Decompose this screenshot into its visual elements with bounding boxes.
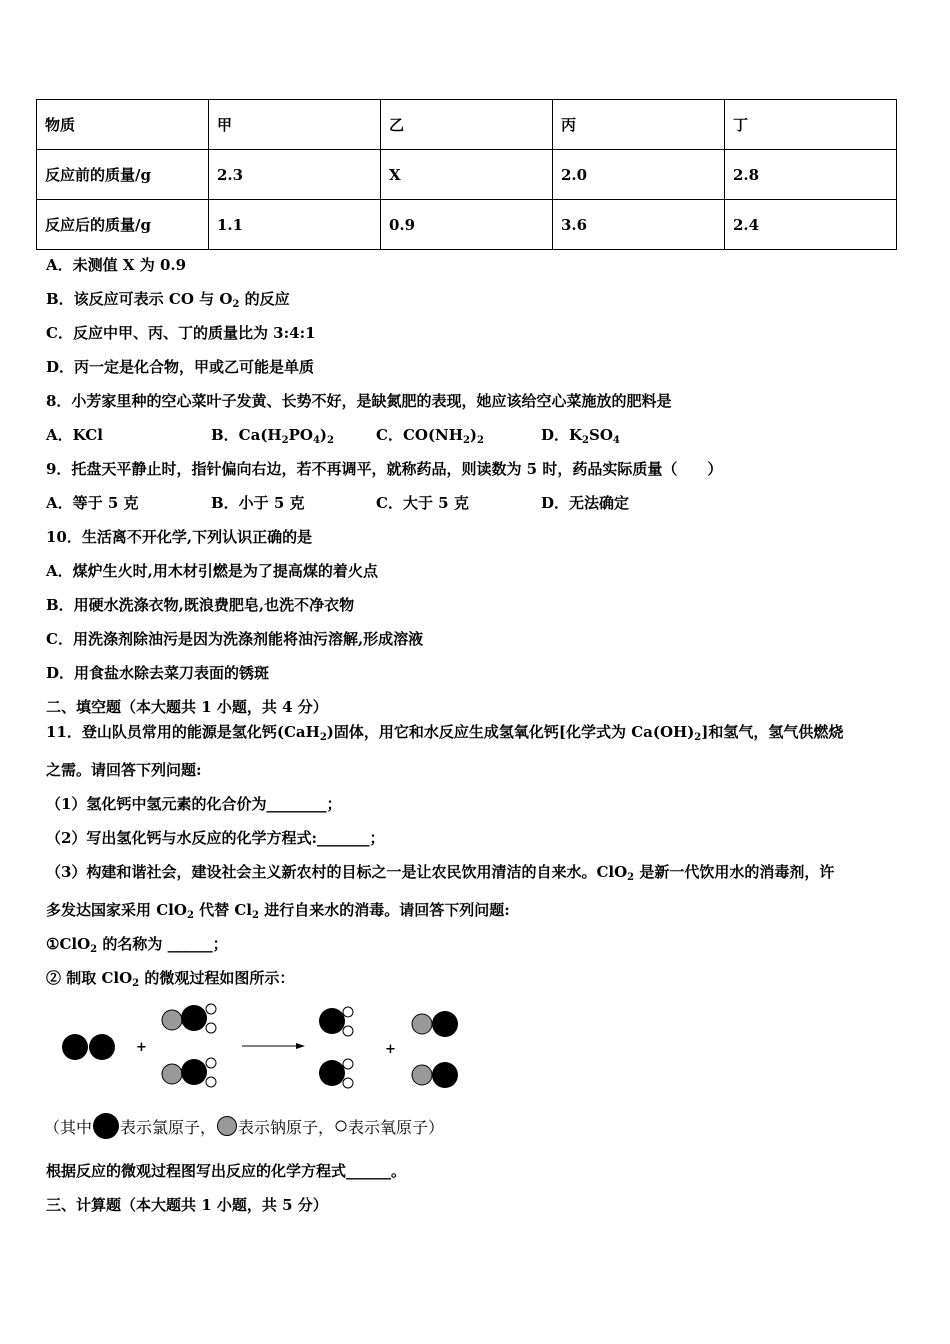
table-header-row <box>37 100 897 150</box>
sodium-chlorite-molecule <box>162 1004 216 1033</box>
subscript: 2 <box>232 299 240 310</box>
oxygen-atom <box>206 1004 216 1014</box>
table-cell: 乙 <box>381 100 553 150</box>
q11-part-1: （1）氢化钙中氢元素的化合价为________； <box>46 795 342 813</box>
q7-option-b <box>46 288 290 310</box>
subscript: 2 <box>252 910 259 921</box>
chlorine-atom <box>319 1008 345 1034</box>
text: )固体，用它和水反应生成氢氧化钙[化学式为 Ca(OH) <box>326 723 695 741</box>
subscript: 2 <box>627 872 635 883</box>
subscript: 2 <box>327 435 334 446</box>
subscript: 2 <box>477 435 484 446</box>
oxygen-atom <box>343 1026 353 1036</box>
text: （3）构建和谐社会，建设社会主义新农村的目标之一是让农民饮用清洁的自来水。ClO <box>46 863 628 881</box>
text: ①ClO <box>46 935 91 953</box>
subscript: 2 <box>319 732 327 743</box>
oxygen-atom <box>343 1078 353 1088</box>
table-cell: 2.0 <box>553 150 725 200</box>
text: B．该反应可表示 CO 与 O <box>46 290 233 308</box>
table-cell: 2.3 <box>209 150 381 200</box>
oxygen-atom-icon <box>334 1119 348 1133</box>
table-cell: 反应后的质量/g <box>37 200 209 250</box>
subscript: 2 <box>186 910 194 921</box>
chlorine-atom <box>89 1034 115 1060</box>
text: ② 制取 ClO <box>46 969 133 987</box>
q8-option-a: A．KCl <box>46 426 103 444</box>
q9-stem: 9．托盘天平静止时，指针偏向右边，若不再调平，就称药品，则读数为 5 时，药品实际质量（ ） <box>46 460 723 478</box>
table-cell: 2.8 <box>725 150 897 200</box>
q10-option-d: D．用食盐水除去菜刀表面的锈斑 <box>46 664 270 682</box>
oxygen-atom <box>206 1023 216 1033</box>
q11-stem-line1 <box>46 721 843 743</box>
text: ) <box>319 426 328 444</box>
q10-option-a: A．煤炉生火时,用木材引燃是为了提高煤的着火点 <box>46 562 378 580</box>
subscript: 2 <box>281 435 289 446</box>
chlorine-atom <box>432 1062 458 1088</box>
chlorine-atom <box>62 1034 88 1060</box>
text: ]和氢气，氢气供燃烧 <box>701 723 844 741</box>
q11-sub-question-1 <box>46 933 228 955</box>
text: C．CO(NH <box>376 426 463 444</box>
chlorine-atom-icon <box>92 1112 120 1140</box>
q9-options <box>46 492 629 513</box>
table-cell: 反应前的质量/g <box>37 150 209 200</box>
q8-option-d <box>541 424 620 446</box>
text: B．Ca(H <box>211 426 282 444</box>
table-cell: 2.4 <box>725 200 897 250</box>
text: 的反应 <box>239 290 290 308</box>
sodium-atom-icon <box>216 1115 238 1137</box>
q11-sub-question-2 <box>46 967 294 989</box>
chlorine-molecule <box>62 1034 115 1060</box>
mass-table <box>36 99 897 250</box>
text: 代替 Cl <box>193 901 252 919</box>
q11-part-3-line2 <box>46 899 510 921</box>
oxygen-atom <box>343 1059 353 1069</box>
table-row <box>37 200 897 250</box>
legend-text: 表示氧原子） <box>348 1117 445 1137</box>
legend-text: 表示氯原子， <box>120 1117 217 1137</box>
q8-stem: 8．小芳家里种的空心菜叶子发黄、长势不好，是缺氮肥的表现，她应该给空心菜施放的肥料是 <box>46 392 672 410</box>
q7-option-a: A．未测值 X 为 0.9 <box>46 256 187 274</box>
legend-text: 表示钠原子， <box>238 1117 335 1137</box>
table-cell: 物质 <box>37 100 209 150</box>
sodium-chloride-molecule <box>412 1062 458 1088</box>
chlorine-atom <box>319 1060 345 1086</box>
sodium-atom <box>412 1014 432 1034</box>
q10-stem: 10．生活离不开化学,下列认识正确的是 <box>46 528 313 546</box>
subscript: 4 <box>312 435 320 446</box>
section-2-heading: 二、填空题（本大题共 1 小题，共 4 分） <box>46 698 328 716</box>
subscript: 2 <box>462 435 470 446</box>
text: 进行自来水的消毒。请回答下列问题: <box>258 901 510 919</box>
q9-option-c: C．大于 5 克 <box>376 494 469 512</box>
q7-option-c: C．反应中甲、丙、丁的质量比为 3:4:1 <box>46 324 316 342</box>
table-cell: X <box>381 150 553 200</box>
text: ) <box>469 426 478 444</box>
table-cell: 丁 <box>725 100 897 150</box>
plus-sign: + <box>385 1042 396 1057</box>
plus-sign: + <box>136 1040 147 1055</box>
subscript: 4 <box>612 435 620 446</box>
table-cell: 0.9 <box>381 200 553 250</box>
section-3-heading: 三、计算题（本大题共 1 小题，共 5 分） <box>46 1196 328 1214</box>
q11-part-2: （2）写出氢化钙与水反应的化学方程式:_______； <box>46 829 385 847</box>
chlorine-atom <box>181 1005 207 1031</box>
subscript: 2 <box>694 732 702 743</box>
text: 的微观过程如图所示： <box>139 969 295 987</box>
text: D．K <box>541 426 583 444</box>
text: SO <box>589 426 613 444</box>
sodium-atom <box>162 1010 182 1030</box>
subscript: 2 <box>90 944 98 955</box>
reaction-diagram <box>55 997 475 1097</box>
sodium-chloride-molecule <box>412 1011 458 1037</box>
diagram-legend <box>44 1112 444 1140</box>
table-row <box>37 150 897 200</box>
oxygen-atom <box>343 1007 353 1017</box>
q11-part-3-line1 <box>46 861 834 883</box>
sodium-atom <box>162 1064 182 1084</box>
q8-options <box>46 424 620 446</box>
chlorine-atom <box>181 1059 207 1085</box>
q9-option-b: B．小于 5 克 <box>211 494 305 512</box>
chlorine-dioxide-molecule <box>319 1007 353 1036</box>
table-cell: 3.6 <box>553 200 725 250</box>
q11-final-question: 根据反应的微观过程图写出反应的化学方程式______。 <box>46 1162 407 1180</box>
q7-option-d: D．丙一定是化合物，甲或乙可能是单质 <box>46 358 315 376</box>
q10-option-b: B．用硬水洗涤衣物,既浪费肥皂,也洗不净衣物 <box>46 596 355 614</box>
legend-text: （其中 <box>44 1117 93 1137</box>
reaction-arrow <box>242 1043 305 1049</box>
subscript: 2 <box>582 435 590 446</box>
text: 的名称为 ______； <box>97 935 228 953</box>
oxygen-atom <box>206 1077 216 1087</box>
oxygen-atom <box>206 1058 216 1068</box>
q8-option-c <box>376 424 541 446</box>
q10-option-c: C．用洗涤剂除油污是因为洗涤剂能将油污溶解,形成溶液 <box>46 630 424 648</box>
q11-stem-line2: 之需。请回答下列问题: <box>46 761 202 779</box>
text: 11．登山队员常用的能源是氢化钙(CaH <box>46 723 320 741</box>
q8-option-b <box>211 424 376 446</box>
table-cell: 甲 <box>209 100 381 150</box>
q9-option-d: D．无法确定 <box>541 494 630 512</box>
subscript: 2 <box>132 978 140 989</box>
text: 多发达国家采用 ClO <box>46 901 187 919</box>
text: PO <box>288 426 313 444</box>
q9-option-a: A．等于 5 克 <box>46 494 139 512</box>
table-cell: 1.1 <box>209 200 381 250</box>
chlorine-dioxide-molecule <box>319 1059 353 1088</box>
table-cell: 丙 <box>553 100 725 150</box>
sodium-atom <box>412 1065 432 1085</box>
sodium-chlorite-molecule <box>162 1058 216 1087</box>
text: 是新一代饮用水的消毒剂，许 <box>634 863 835 881</box>
chlorine-atom <box>432 1011 458 1037</box>
